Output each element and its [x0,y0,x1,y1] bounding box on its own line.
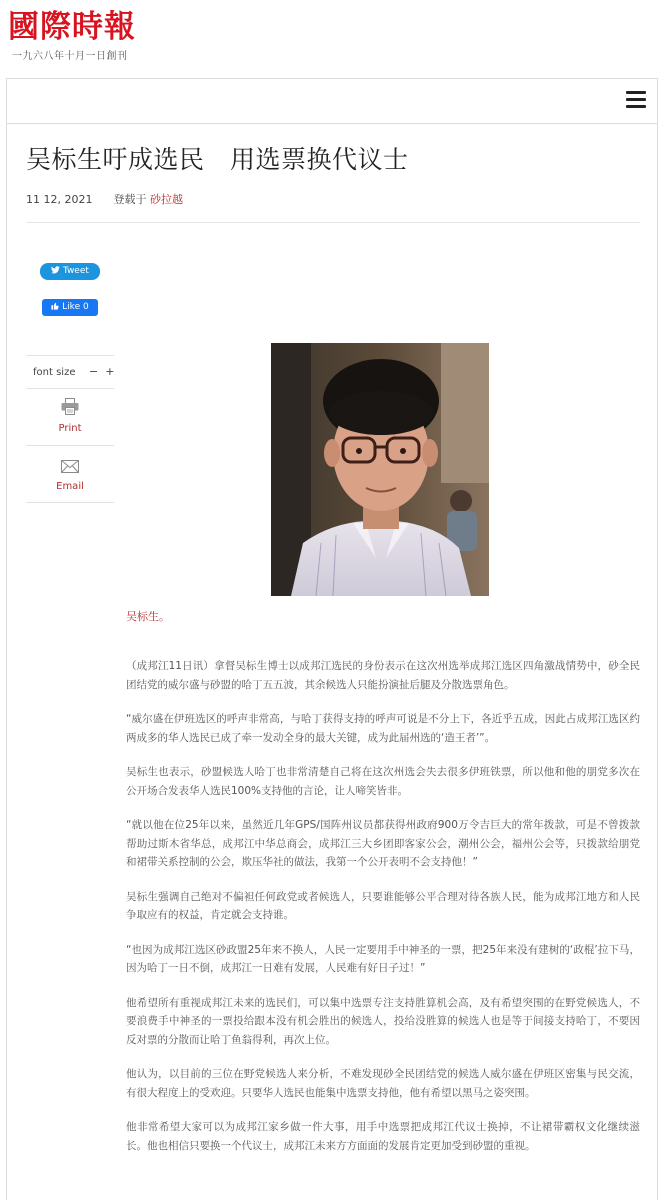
like-label: Like 0 [62,302,89,312]
sidebar-divider [26,445,114,446]
sidebar-divider [26,355,114,356]
tweet-label: Tweet [62,266,89,276]
article-paragraph: 他认为，以目前的三位在野党候选人来分析，不难发现砂全民团结党的候选人威尔盛在伊班区密集与民交流，有很大程度上的受欢迎。只要华人选民也能集中选票支持他，他有希望以黑马之姿突围。 [126,1068,640,1099]
font-size-label: font size [33,367,76,378]
site-logo[interactable] [8,10,136,62]
article-title: 吴标生吁成选民 用选票换代议士 [26,145,409,174]
tweet-button[interactable] [40,263,100,280]
sidebar-divider [26,502,114,503]
twitter-bird-icon [51,266,60,274]
category-link[interactable]: 砂拉越 [149,193,183,206]
printer-icon [61,398,79,415]
facebook-like-button[interactable] [42,299,98,316]
article-date: 11 12, 2021 [26,193,93,206]
article-paragraph: 他希望所有重视成邦江未来的选民们，可以集中选票专注支持胜算机会高，及有希望突围的在野党候选人，不要浪费手中神圣的一票投给跟本没有机会胜出的候选人，投给没胜算的候选人也是等于间接支持哈丁，不要因反对票的分散而让哈丁鱼翁得利，再次上位。 [126,996,640,1046]
hamburger-menu-icon[interactable] [626,91,646,109]
print-button[interactable] [26,398,114,434]
posted-in-label: 登载于 [113,193,147,206]
article-paragraph: “就以他在位25年以来，虽然近几年GPS/国阵州议员都获得州政府900万令吉巨大的常年拨款，可是不曾拨款帮助过斯木省华总，成邦江中华总商会，成邦江三大乡团即客家公会，潮州公会，福州公会等，只拨款给朋党和裙带关系控制的公会，欺压华社的做法，我第一个公开表明不会支持他！” [126,819,640,868]
article-paragraph: 吴标生也表示，砂盟候选人哈丁也非常清楚自己将在这次州选会失去很多伊班铁票，所以他和他的朋党多次在公开场合发表华人选民100%支持他的言论，让人啼笑皆非。 [126,766,640,797]
top-navbar [6,78,658,123]
portrait-photo [271,343,489,596]
print-label: Print [58,423,82,434]
article-paragraph: “威尔盛在伊班选区的呼声非常高，与哈丁获得支持的呼声可说是不分上下，各近乎五成，因此占成邦江选区约两成多的华人选民已成了牵一发动全身的最大关键，成为此届州选的‘造王者’”。 [126,713,640,744]
site-logo-text: 國際時報 [8,9,136,45]
site-tagline: 一九六八年十月一日創刊 [12,51,128,62]
font-decrease-button[interactable]: − [89,365,99,378]
article-paragraph: （成邦江11日讯）拿督吴标生博士以成邦江选民的身份表示在这次州选举成邦江选区四角激战情势中，砂全民团结党的威尔盛与砂盟的哈丁五五波，其余候选人只能扮演扯后腿及分散选票角色。 [126,660,640,691]
font-size-control [33,365,115,378]
photo-caption: 吴标生。 [126,610,170,623]
meta-divider [26,222,640,223]
article-paragraph: 吴标生强调自己绝对不偏袒任何政党或者候选人，只要谁能够公平合理对待各族人民，能为成邦江地方和人民争取应有的权益，肯定就会支持谁。 [126,890,640,921]
article-paragraph: 他非常希望大家可以为成邦江家乡做一件大事，用手中选票把成邦江代议士换掉，不让裙带霸权文化继续滋长。他也相信只要换一个代议士，成邦江未来方方面面的发展肯定更加受到砂盟的重视。 [126,1121,640,1152]
article-paragraph: “也因为成邦江选区砂政盟25年来不换人，人民一定要用手中神圣的一票，把25年来没有建树的‘政棍’拉下马，因为哈丁一日不倒，成邦江一日难有发展，人民难有好日子过！” [126,943,640,974]
email-label: Email [56,481,84,492]
font-increase-button[interactable]: + [105,365,115,378]
article-meta [26,191,183,207]
envelope-icon [61,460,79,473]
sidebar-divider [26,388,114,389]
thumbs-up-icon [51,302,59,310]
article-body [126,657,640,1171]
email-button[interactable] [26,458,114,492]
